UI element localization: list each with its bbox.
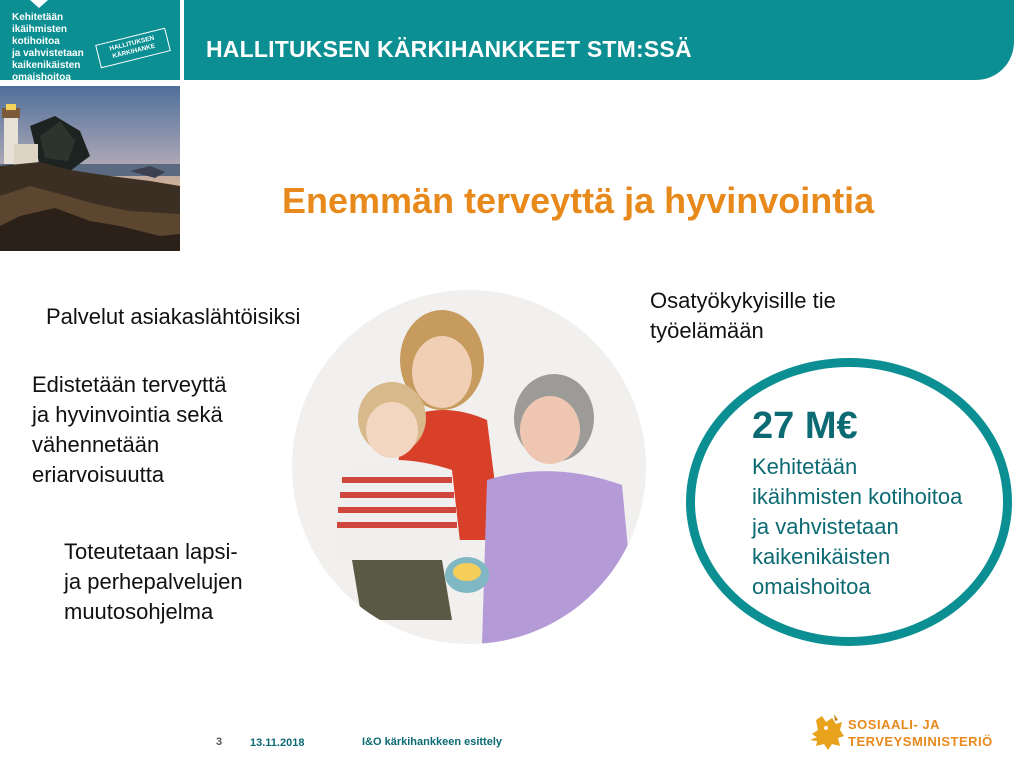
goal-customer-oriented-services: Palvelut asiakaslähtöisiksi bbox=[46, 304, 301, 329]
header-bar bbox=[184, 0, 1014, 80]
logo-notch-shape bbox=[30, 0, 48, 8]
main-title: Enemmän terveyttä ja hyvinvointia bbox=[282, 180, 875, 221]
budget-amount: 27 M€ bbox=[752, 405, 858, 447]
lion-emblem-icon bbox=[808, 712, 848, 754]
lighthouse-photo bbox=[0, 86, 180, 251]
footer-title: I&O kärkihankkeen esittely bbox=[362, 736, 503, 748]
family-image bbox=[292, 290, 646, 644]
goal-health-wellbeing: Edistetään terveyttä ja hyvinvointia sekä vähennetään eriarvoisuutta bbox=[32, 372, 227, 487]
goal-family-services: Toteutetaan lapsi- ja perhepalvelujen muutosohjelma bbox=[64, 539, 243, 624]
page-number: 3 bbox=[216, 736, 223, 748]
header-title: HALLITUKSEN KÄRKIHANKKEET STM:SSÄ bbox=[206, 36, 692, 62]
goal-partial-work-ability: Osatyökykyisille tie työelämään bbox=[650, 288, 836, 343]
budget-description: Kehitetään ikäihmisten kotihoitoa ja vahvistetaan kaikenikäisten omaishoitoa bbox=[752, 454, 963, 599]
family-photo bbox=[292, 290, 646, 644]
program-logo bbox=[0, 0, 180, 83]
lighthouse-image bbox=[0, 86, 180, 251]
footer-date: 13.11.2018 bbox=[250, 737, 305, 749]
logo-text: Kehitetään ikäihmisten kotihoitoa ja vahvistetaan kaikenikäisten omaishoitoa bbox=[12, 12, 84, 83]
flagship-stamp: HALLITUKSEN KÄRKIHANKE bbox=[95, 28, 171, 69]
ministry-name: SOSIAALI- JA TERVEYSMINISTERIÖ bbox=[848, 717, 993, 749]
